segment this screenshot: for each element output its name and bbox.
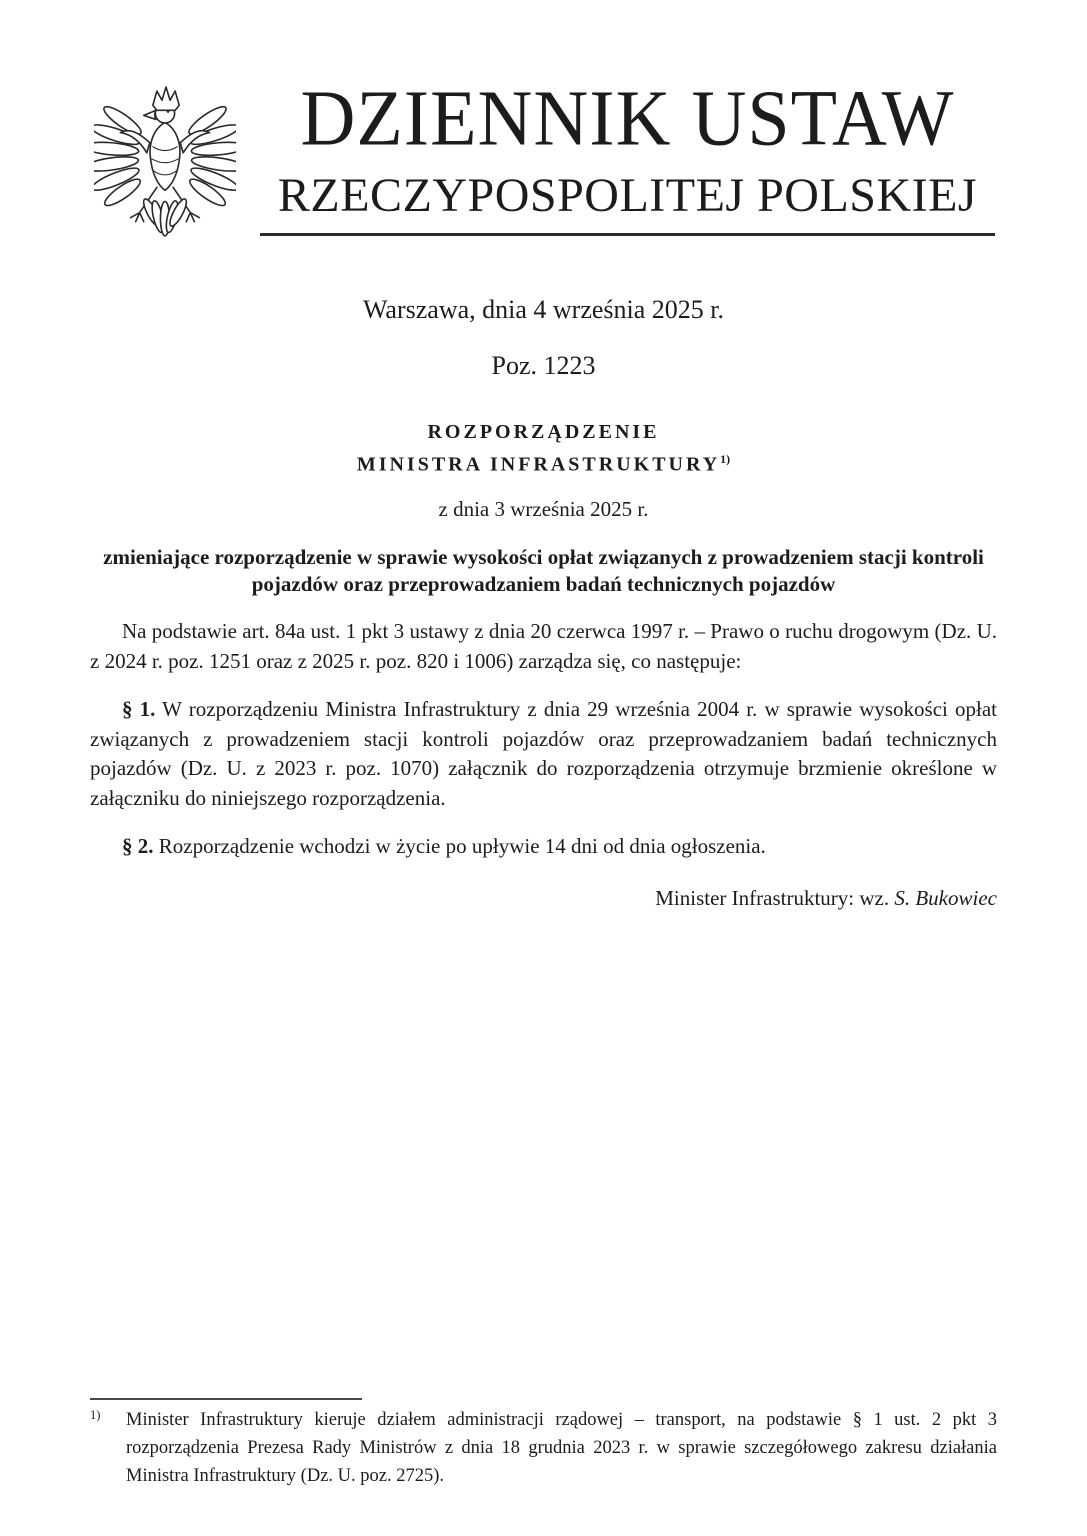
paragraph-1-label: § 1.: [122, 696, 156, 721]
signature-name: S. Bukowiec: [894, 885, 997, 910]
act-type-heading: ROZPORZĄDZENIE: [427, 421, 660, 443]
document-body: [0, 421, 1087, 911]
paragraph-1-text: W rozporządzeniu Ministra Infrastruktury z dnia 29 września 2004 r. w sprawie wysokości opłat związanych z prowadzeniem stacji kontroli pojazdów oraz przeprowadzaniem badań technicznych pojazdów (Dz. U. z 2023 r. poz. 1070) załącznik do rozporządzenia otrzymuje brzmienie określone w załączniku do niniejszego rozporządzenia.: [90, 696, 997, 811]
paragraph-2: [90, 832, 997, 862]
act-date-line: z dnia 3 września 2025 r.: [438, 496, 649, 521]
paragraph-1: [90, 695, 997, 814]
act-issuer-name: MINISTRA INFRASTRUKTURY: [356, 453, 721, 476]
journal-title: DZIENNIK USTAW: [300, 74, 955, 163]
masthead-rule: [260, 233, 995, 236]
masthead: [0, 0, 1087, 251]
footnote-section: [90, 1398, 997, 1490]
act-subject-title: zmieniające rozporządzenie w sprawie wysokości opłat związanych z prowadzeniem stacji kontroli pojazdów oraz przeprowadzaniem badań technicznych pojazdów: [103, 544, 984, 597]
place-and-date: Warszawa, dnia 4 września 2025 r.: [362, 295, 725, 324]
journal-subtitle: RZECZYPOSPOLITEJ POLSKIEJ: [277, 169, 978, 223]
intro-paragraph: Na podstawie art. 84a ust. 1 pkt 3 ustawy z dnia 20 czerwca 1997 r. – Prawo o ruchu drogowym (Dz. U. z 2024 r. poz. 1251 oraz z 2025 r. poz. 820 i 1006) zarządza się, co następuje:: [90, 619, 997, 673]
footnote-item: [90, 1407, 997, 1490]
signature-role: Minister Infrastruktury: wz.: [655, 885, 890, 910]
position-number: Poz. 1223: [491, 351, 596, 380]
act-issuer-heading: [90, 452, 997, 477]
footnote-marker: 1): [90, 1408, 101, 1422]
paragraph-2-label: § 2.: [122, 833, 154, 858]
signature-line: [90, 886, 997, 911]
paragraph-2-text: Rozporządzenie wchodzi w życie po upływie 14 dni od dnia ogłoszenia.: [158, 833, 766, 858]
footnote-text: Minister Infrastruktury kieruje działem administracji rządowej – transport, na podstawie § 1 ust. 2 pkt 3 rozporządzenia Prezesa Rady Ministrów z dnia 18 grudnia 2023 r. w sprawie szczegółowego zakresu działania Ministra Infrastruktury (Dz. U. poz. 2725).: [126, 1410, 997, 1486]
masthead-title-block: [260, 74, 995, 236]
footnote-reference: 1): [720, 452, 731, 466]
polish-eagle-emblem: [94, 84, 236, 251]
footnote-rule: [90, 1398, 362, 1400]
